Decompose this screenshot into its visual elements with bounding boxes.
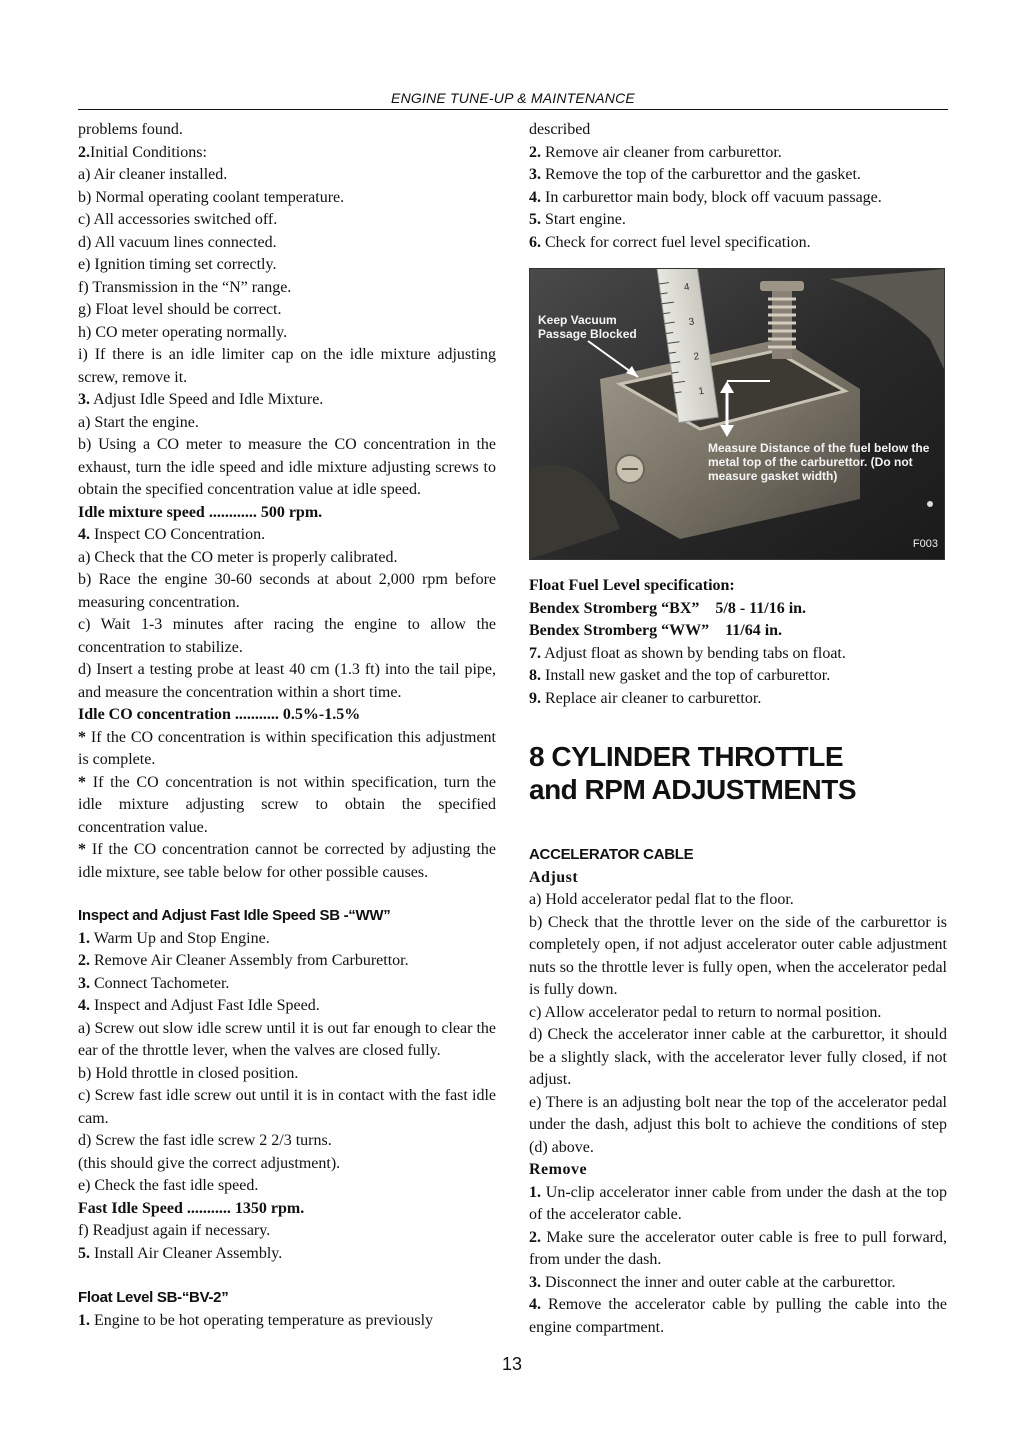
step-number: 1. (78, 1311, 90, 1329)
text-line: g) Float level should be correct. (78, 301, 282, 318)
text-line: d) Check the accelerator inner cable at the carburettor, it should be a slightly slack, with the accelerator lever fully closed, if not adjust. (529, 1026, 947, 1088)
step-text: Engine to be hot operating temperature as previously (90, 1311, 434, 1329)
note-marker: * (78, 728, 86, 746)
text-line: f) Transmission in the “N” range. (78, 278, 292, 296)
step-number: 3. (529, 1273, 541, 1291)
text-line: a) Air cleaner installed. (78, 166, 228, 183)
idle-mixture-spec: Idle mixture speed ............ 500 rpm. (78, 503, 323, 521)
step-number: 7. (529, 644, 541, 662)
text-line: a) Check that the CO meter is properly calibrated. (78, 548, 398, 566)
note-text: If the CO concentration is within specification this adjustment is complete. (78, 728, 496, 768)
step-text: Remove the accelerator cable by pulling the cable into the engine compartment. (529, 1296, 947, 1336)
step-text: Make sure the accelerator outer cable is free to pull forward, from under the dash. (529, 1228, 947, 1268)
step-text: Remove air cleaner from carburettor. (541, 143, 782, 161)
list-item (78, 524, 496, 547)
step-number: 3. (78, 974, 90, 992)
text-line: c) Allow accelerator pedal to return to normal position. (529, 1003, 882, 1021)
step-text: Replace air cleaner to carburettor. (541, 689, 762, 707)
text-line: f) Readjust again if necessary. (78, 1222, 271, 1239)
list-item (529, 1272, 947, 1295)
step-number: 4. (78, 526, 90, 543)
note-text: If the CO concentration is not within specification, turn the idle mixture adjusting screw to obtain the specified concentration value. (78, 773, 496, 836)
list-item (78, 142, 496, 165)
text-line: b) Using a CO meter to measure the CO concentration in the exhaust, turn the idle speed and idle mixture adjusting screws to obtain the specified concentration value at idle speed. (78, 436, 496, 498)
float-spec-bx: Bendex Stromberg “BX” 5/8 - 11/16 in. (529, 599, 807, 617)
note-marker: * (78, 841, 86, 858)
text-line: b) Hold throttle in closed position. (78, 1064, 299, 1082)
text-line: i) If there is an idle limiter cap on the idle mixture adjusting screw, remove it. (78, 346, 496, 386)
text-line: c) Screw fast idle screw out until it is in contact with the fast idle cam. (78, 1087, 496, 1127)
list-item (78, 928, 496, 951)
header-rule (78, 109, 948, 110)
text-line: a) Hold accelerator pedal flat to the floor. (529, 891, 794, 908)
step-number: 3. (529, 166, 541, 183)
step-text: Adjust float as shown by bending tabs on float. (541, 644, 846, 662)
note-item (78, 727, 496, 772)
ruler-mark: 3 (688, 316, 696, 329)
text-line: d) All vacuum lines connected. (78, 233, 277, 251)
note-item (78, 772, 496, 840)
subheading-remove: Remove (529, 1161, 588, 1178)
text-line: problems found. (78, 121, 183, 138)
list-item (529, 665, 947, 688)
step-text: Inspect and Adjust Fast Idle Speed. (90, 997, 320, 1014)
step-text: Adjust Idle Speed and Idle Mixture. (90, 391, 324, 408)
step-number: 2. (78, 143, 90, 161)
figure-code: F003 (912, 537, 938, 550)
step-text: Disconnect the inner and outer cable at the carburettor. (541, 1273, 896, 1291)
list-item (529, 688, 947, 711)
ruler-mark: 2 (692, 351, 700, 363)
section-heading-float-level: Float Level SB-“BV-2” (78, 1289, 229, 1306)
step-number: 6. (529, 233, 541, 251)
measure-distance-label: Measure Distance of the fuel below the metal top of the carburettor. (Do not measure gasket width) (708, 441, 930, 483)
step-number: 2. (78, 952, 90, 969)
step-text: Connect Tachometer. (90, 974, 230, 992)
step-number: 8. (529, 667, 541, 684)
list-item (78, 950, 496, 973)
step-number: 1. (529, 1183, 541, 1201)
list-item (78, 973, 496, 996)
text-line: (this should give the correct adjustment). (78, 1154, 341, 1172)
chapter-title-line: 8 CYLINDER THROTTLE (529, 741, 844, 772)
list-item (529, 232, 947, 255)
step-number: 3. (78, 391, 90, 408)
float-spec-ww: Bendex Stromberg “WW” 11/64 in. (529, 622, 783, 639)
ruler-mark: 1 (697, 385, 705, 398)
step-number: 4. (529, 1296, 541, 1313)
list-item (529, 209, 947, 232)
idle-co-spec: Idle CO concentration ........... 0.5%-1.5% (78, 706, 361, 723)
page-number: 13 (501, 1354, 523, 1374)
step-number: 5. (529, 211, 541, 228)
text-line: c) All accessories switched off. (78, 211, 278, 228)
ruler-mark: 4 (683, 281, 691, 294)
text-line: b) Normal operating coolant temperature. (78, 188, 345, 206)
step-text: Install Air Cleaner Assembly. (90, 1244, 283, 1262)
note-marker: * (78, 773, 86, 791)
list-item (529, 187, 947, 210)
section-heading-fast-idle: Inspect and Adjust Fast Idle Speed SB -“WW” (78, 907, 391, 924)
list-item (529, 164, 947, 187)
running-header: ENGINE TUNE-UP & MAINTENANCE (391, 90, 635, 106)
chapter-title (529, 740, 947, 806)
step-number: 5. (78, 1244, 90, 1262)
text-line: h) CO meter operating normally. (78, 323, 288, 341)
list-item (529, 142, 947, 165)
text-line: e) Ignition timing set correctly. (78, 256, 277, 273)
step-text: Install new gasket and the top of carburettor. (541, 667, 831, 684)
list-item (529, 1182, 947, 1227)
step-number: 4. (78, 997, 90, 1014)
note-text: If the CO concentration cannot be corrected by adjusting the idle mixture, see table below for other possible causes. (78, 841, 496, 881)
text-line: e) Check the fast idle speed. (78, 1177, 259, 1194)
step-number: 4. (529, 188, 541, 206)
list-item (529, 643, 947, 666)
list-item (529, 1294, 947, 1339)
list-item (529, 1227, 947, 1272)
float-spec-title: Float Fuel Level specification: (529, 577, 735, 594)
vacuum-passage-label: Keep Vacuum Passage Blocked (538, 313, 637, 341)
text-line: d) Insert a testing probe at least 40 cm (1.3 ft) into the tail pipe, and measure the concentration within a short time. (78, 661, 496, 701)
text-line: d) Screw the fast idle screw 2 2/3 turns. (78, 1132, 332, 1149)
list-item (78, 389, 496, 412)
step-number: 2. (529, 143, 541, 161)
step-text: Inspect CO Concentration. (90, 526, 266, 543)
step-text: Un-clip accelerator inner cable from under the dash at the top of the accelerator cable. (529, 1183, 947, 1223)
text-line: a) Screw out slow idle screw until it is out far enough to clear the ear of the throttle lever, when the valves are closed fully. (78, 1019, 496, 1059)
step-number: 9. (529, 689, 541, 707)
step-text: Remove the top of the carburettor and the gasket. (541, 166, 861, 183)
text-line: b) Check that the throttle lever on the side of the carburettor is completely open, if not adjust accelerator outer cable adjustment nuts so the throttle lever is fully open, when the accelerator pedal is fully down. (529, 913, 947, 998)
fast-idle-spec: Fast Idle Speed ........... 1350 rpm. (78, 1199, 305, 1217)
note-item (78, 839, 496, 884)
right-column (529, 119, 947, 1339)
subheading-adjust: Adjust (529, 868, 579, 886)
section-heading-accelerator-cable: ACCELERATOR CABLE (529, 846, 694, 863)
text-line: described (529, 121, 591, 138)
step-text: Check for correct fuel level specification. (541, 233, 811, 251)
list-item (78, 1243, 496, 1266)
photo-speck (927, 501, 933, 507)
text-line: e) There is an adjusting bolt near the top of the accelerator pedal under the dash, adjust this bolt to achieve the conditions of step (d) above. (529, 1093, 947, 1156)
step-text: Initial Conditions: (90, 143, 207, 161)
step-text: Remove Air Cleaner Assembly from Carburettor. (90, 952, 409, 969)
chapter-title-line: and RPM ADJUSTMENTS (529, 774, 857, 805)
step-number: 1. (78, 929, 90, 947)
step-text: Start engine. (541, 211, 626, 228)
carburettor-float-photo (529, 268, 945, 560)
list-item (78, 995, 496, 1018)
step-number: 2. (529, 1228, 541, 1246)
list-item (78, 1310, 496, 1333)
step-text: Warm Up and Stop Engine. (90, 929, 270, 947)
step-text: In carburettor main body, block off vacuum passage. (541, 188, 882, 206)
text-line: c) Wait 1-3 minutes after racing the engine to allow the concentration to stabilize. (78, 616, 496, 656)
text-line: a) Start the engine. (78, 413, 199, 431)
left-column (78, 119, 496, 1332)
text-line: b) Race the engine 30-60 seconds at about 2,000 rpm before measuring concentration. (78, 571, 496, 611)
